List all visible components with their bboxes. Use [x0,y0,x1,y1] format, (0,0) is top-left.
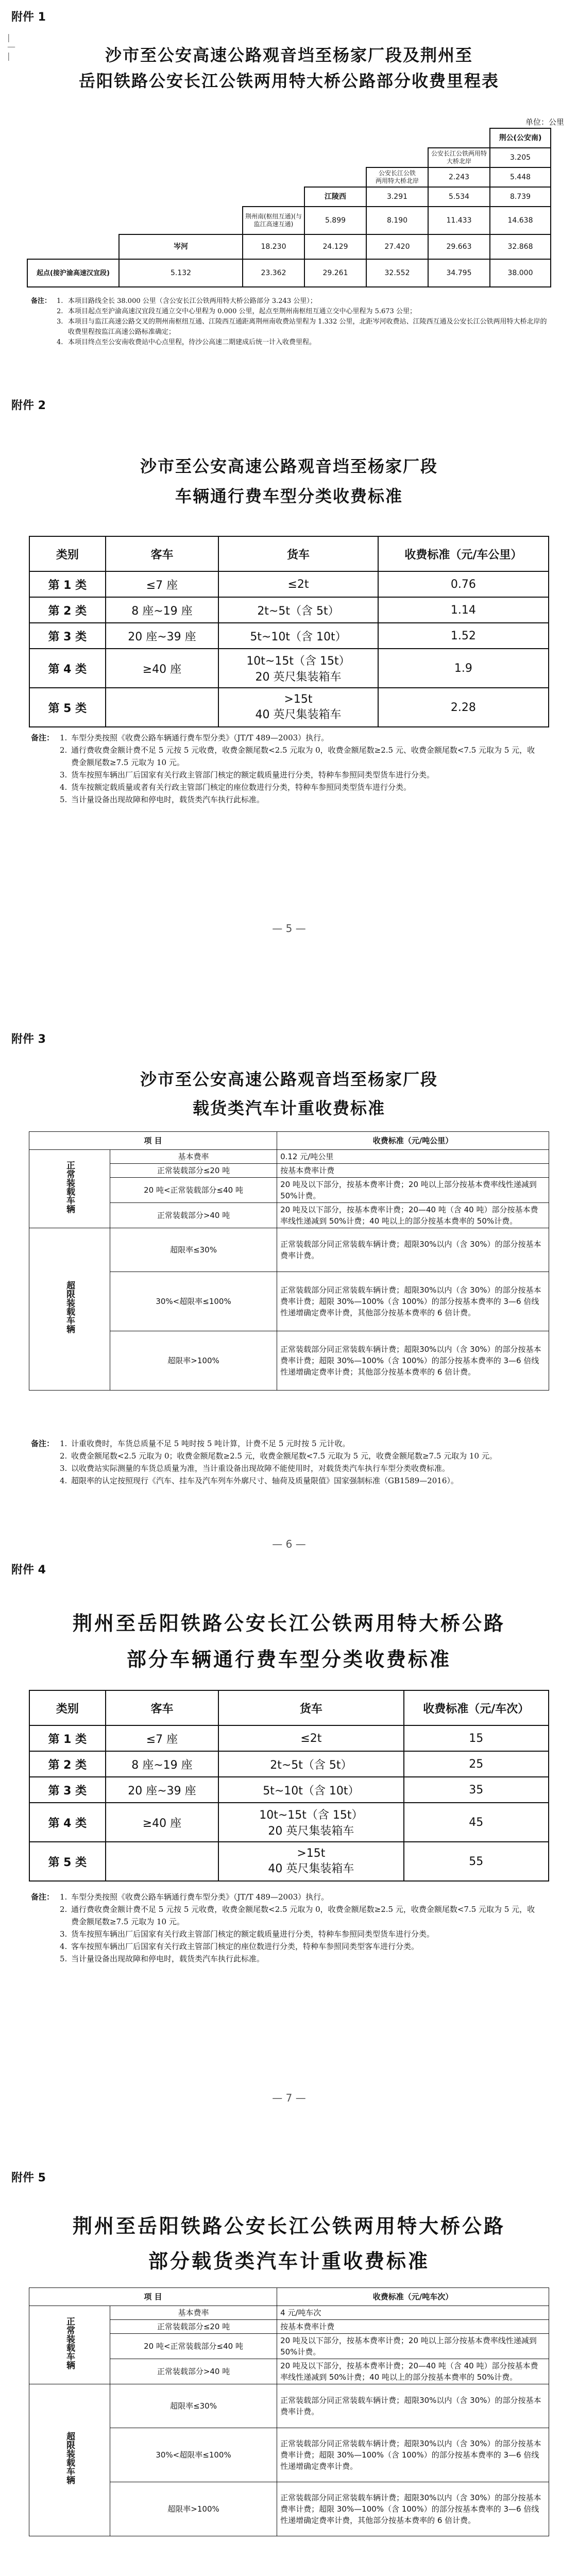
page-title-line2: 岳阳铁路公安长江公铁两用特大桥公路部分收费里程表 [78,71,499,91]
cell-item: 正常装载部分≤20 吨 [110,1164,277,1178]
distance-cell: 8.190 [366,206,429,235]
distance-cell: 8.739 [489,187,551,207]
note-item: 本项目终点至公安南收费站中心点里程，待沙公高速二期建成后统一计入收费里程。 [68,338,316,346]
cell-truck-line1: 10t~15t（含 15t） [259,1809,363,1822]
group-label: 超限装载车辆 [64,1281,75,1333]
cell-item: 超限率≤30% [110,2384,277,2428]
table-row [29,597,549,623]
cell-item: 30%<超限率≤100% [110,1272,277,1331]
cell-bus [106,1842,219,1881]
note-item: 客车按照车辆出厂后国家有关行政主管部门核定的座位数进行分类，特种车参照同类型客车进行分类。 [71,1942,419,1951]
cell-class: 第 2 类 [29,1751,106,1777]
notes-label: 备注： [31,1439,55,1448]
cell-class: 第 1 类 [29,1725,106,1751]
cell-bus: ≤7 座 [106,571,219,597]
cell-class: 第 5 类 [29,1842,106,1881]
notes-block: 备注： 1. 车型分类按照《收费公路车辆通行费车型分类》（JT/T 489—2003）执行。 2. 通行费收费金额计费不足 5 元按 5 元收费，收费金额尾数<2.5 元取为 0，收费金额尾数≥2.5 元，收费金额尾数<7.5 元取为 5 元，收费金额尾数≥7.5 元取为 10 元。 3. 货车按照车辆出厂后国家有关行政主管部门核定的额定载质量进行分类，特种车参照同类型货车进行分类。 4. 客车按照车辆出厂后国家有关行政主管部门核定的座位数进行分类，特种车参照同类型客车进行分类。 5. 当计量设备出现故障和停电时，载货类汽车执行此标准。 [31,1891,541,1965]
base-rate-label: 基本费率 [110,2306,277,2320]
unit-label: 单位：公里 [525,117,565,127]
col-header-fee: 收费标准（元/吨公里） [277,1132,549,1150]
cell-fee: 20 吨及以下部分，按基本费率计费；20 吨以上部分按基本费率线性递减到 50%计费。 [277,1178,549,1203]
group-overload [29,2384,110,2536]
group-label: 正常装载车辆 [64,1160,75,1213]
cell-class: 第 3 类 [29,623,106,649]
attachment-label: 附件 4 [11,1564,46,1577]
cell-truck-line2: 40 英尺集装箱车 [268,1862,354,1875]
table-row [29,1228,549,1272]
cell-fee: 正常装载部分同正常装载车辆计费；超限30%以内（含 30%）的部分按基本费率计费；超限 30%—100%（含 100%）的部分按基本费率的 3—6 倍线性递增确定费率计费，其他部分按基本费率的 6 倍计费。 [277,2482,549,2536]
cell-fee: 20 吨及以下部分，按基本费率计费；20 吨以上部分按基本费率线性递减到 50%计费。 [277,2334,549,2359]
vehicle-class-table [29,1690,549,1882]
cell-truck-line1: >15t [297,1847,326,1860]
cell-class: 第 2 类 [29,597,106,623]
attachment-label: 附件 5 [11,2172,46,2184]
cell-truck [218,649,378,688]
distance-cell: 5.534 [428,187,490,207]
note-item: 计重收费时，车货总质量不足 5 吨时按 5 吨计算，计费不足 5 元时按 5 元计收。 [71,1439,350,1448]
cell-fee: 正常装载部分同正常装载车辆计费；超限30%以内（含 30%）的部分按基本费率计费；超限 30%—100%（含 100%）的部分按基本费率的 3—6 倍线性递增确定费率计费；其他部分按基本费率的 6 倍计费。 [277,1331,549,1391]
distance-cell: 34.795 [428,259,490,287]
cell-fee: 正常装载部分同正常装载车辆计费；超限30%以内（含 30%）的部分按基本费率计费；超限 30%—100%（含 100%）的部分按基本费率的 3—6 倍线性递增确定费率计费。 [277,2428,549,2482]
weight-fee-table [29,1131,549,1391]
cell-bus: 8 座~19 座 [106,597,219,623]
cell-item: 正常装载部分>40 吨 [110,1203,277,1228]
cell-fee: 45 [404,1803,549,1842]
weight-fee-table [29,2287,549,2536]
page-title-line2: 载货类汽车计重收费标准 [192,1098,385,1118]
group-normal-load [29,2306,110,2384]
cell-truck [218,1803,403,1842]
col-header-fee: 收费标准（元/车公里） [378,536,549,571]
distance-cell: 23.362 [242,259,305,287]
distance-cell: 29.261 [304,259,367,287]
note-item: 以收费站实际测量的车货总质量为准，当计重设备出现故障不能使用时，对载货类汽车执行车型分类收费标准。 [71,1464,450,1473]
cell-fee: 25 [404,1751,549,1777]
cell-item: 20 吨<正常装载部分≤40 吨 [110,1178,277,1203]
notes-label: 备注： [31,297,52,305]
distance-cell: 3.205 [489,147,551,168]
cell-fee: 2.28 [378,688,549,727]
notes-label: 备注： [31,1892,55,1902]
section-attachment-5 [0,2169,578,2576]
col-header-fee: 收费标准（元/吨车次） [277,2288,549,2306]
cell-bus: ≤7 座 [106,1725,219,1751]
distance-cell: 38.000 [489,259,551,287]
table-row [29,1842,549,1881]
cell-truck-line1: >15t [284,693,313,706]
base-rate-value: 0.12 元/吨公里 [277,1150,549,1164]
cell-class: 第 3 类 [29,1777,106,1803]
cell-fee: 1.14 [378,597,549,623]
table-row [29,571,549,597]
cell-item: 超限率≤30% [110,1228,277,1272]
cell-fee: 按基本费率计费 [277,1164,549,1178]
binding-marks: | — | [7,32,15,61]
cell-bus: 8 座~19 座 [106,1751,219,1777]
cell-item: 超限率>100% [110,1331,277,1391]
cell-truck: ≤2t [218,1725,403,1751]
distance-cell: 14.638 [489,206,551,235]
page-title-line1: 荆州至岳阳铁路公安长江公铁两用特大桥公路 [72,1612,505,1635]
page-number: — 5 — [272,922,306,935]
cell-truck-line2: 40 英尺集装箱车 [255,708,342,721]
attachment-label: 附件 3 [11,1033,46,1046]
cell-truck: ≤2t [218,571,378,597]
distance-cell: 5.448 [489,167,551,188]
col-header-item: 项 目 [29,1132,277,1150]
cell-class: 第 1 类 [29,571,106,597]
cell-fee: 正常装载部分同正常装载车辆计费；超限30%以内（含 30%）的部分按基本费率计费。 [277,2384,549,2428]
cell-bus: 20 座~39 座 [106,623,219,649]
attachment-label: 附件 1 [11,11,46,24]
distance-cell: 24.129 [304,234,367,260]
cell-item: 超限率>100% [110,2482,277,2536]
note-item: 当计量设备出现故障和停电时，载货类汽车执行此标准。 [71,1954,265,1963]
col-header-truck: 货车 [218,1690,403,1725]
station-jiangxi: 江陵西 [304,187,367,207]
col-header-bus: 客车 [106,536,219,571]
note-item: 货车按照车辆出厂后国家有关行政主管部门核定的额定载质量进行分类，特种车参照同类型货车进行分类。 [71,770,435,779]
page-title-line1: 沙市至公安高速公路观音垱至杨家厂段 [140,1070,438,1089]
cell-item: 正常装载部分>40 吨 [110,2359,277,2384]
station-dougang: 岑河 [118,234,243,260]
cell-item: 20 吨<正常装载部分≤40 吨 [110,2334,277,2359]
col-header-item: 项 目 [29,2288,277,2306]
table-row [29,2384,549,2428]
note-item: 车型分类按照《收费公路车辆通行费车型分类》（JT/T 489—2003）执行。 [71,1892,329,1902]
table-row [29,623,549,649]
cell-truck-line1: 10t~15t（含 15t） [246,655,350,668]
attachment-label: 附件 2 [11,399,46,412]
page-title-line2: 部分车辆通行费车型分类收费标准 [126,1648,451,1671]
section-attachment-3 [0,1030,578,1556]
cell-item: 30%<超限率≤100% [110,2428,277,2482]
distance-cell: 27.420 [366,234,429,260]
cell-fee: 1.9 [378,649,549,688]
distance-cell: 3.291 [366,187,429,207]
table-row [29,1751,549,1777]
station-bridge: 公安长江公铁两用特大桥北岸 [428,147,490,168]
distance-cell: 29.663 [428,234,490,260]
cell-truck: 2t~5t（含 5t） [218,597,378,623]
notes-block: 备注： 1. 车型分类按照《收费公路车辆通行费车型分类》（JT/T 489—2003）执行。 2. 通行费收费金额计费不足 5 元按 5 元收费，收费金额尾数<2.5 元取为 0，收费金额尾数≥2.5 元、收费金额尾数<7.5 元取为 5 元，收费金额尾数≥7.5 元取为 10 元。 3. 货车按照车辆出厂后国家有关行政主管部门核定的额定载质量进行分类，特种车参照同类型货车进行分类。 4. 货车按额定载质量或者有关行政主管部门核定的座位数进行分类，特种车参照同类型货车进行分类。 5. 当计量设备出现故障和停电时，载货类汽车执行此标准。 [31,732,541,806]
vehicle-class-table [29,536,549,727]
distance-cell: 5.132 [118,259,243,287]
distance-cell: 32.552 [366,259,429,287]
cell-bus: ≥40 座 [106,1803,219,1842]
group-normal-load [29,1150,110,1228]
col-header-class: 类别 [29,1690,106,1725]
cell-fee: 15 [404,1725,549,1751]
section-attachment-2 [0,397,578,1015]
table-row [29,1803,549,1842]
section-attachment-4 [0,1561,578,2169]
group-label: 超限装载车辆 [64,2432,75,2484]
cell-bus: 20 座~39 座 [106,1777,219,1803]
cell-fee: 20 吨及以下部分，按基本费率计费；20—40 吨（含 40 吨）部分按基本费率线性递减到 50%计费；40 吨以上的部分按基本费率的 50%计费。 [277,1203,549,1228]
cell-fee: 正常装载部分同正常装载车辆计费；超限30%以内（含 30%）的部分按基本费率计费。 [277,1228,549,1272]
cell-fee: 0.76 [378,571,549,597]
table-row [29,688,549,727]
cell-truck-line2: 20 英尺集装箱车 [268,1825,354,1838]
cell-class: 第 4 类 [29,649,106,688]
station-gongan: 荆公(公安南) [489,128,551,148]
table-row [29,1777,549,1803]
cell-truck-line2: 20 英尺集装箱车 [255,671,342,684]
note-item: 货车按照车辆出厂后国家有关行政主管部门核定的额定载质量进行分类，特种车参照同类型货车进行分类。 [71,1929,435,1939]
cell-truck [218,688,378,727]
col-header-bus: 客车 [106,1690,219,1725]
note-item: 通行费收费金额计费不足 5 元按 5 元收费，收费金额尾数<2.5 元取为 0，收费金额尾数≥2.5 元、收费金额尾数<7.5 元取为 5 元，收费金额尾数≥7.5 元取为 10 元。 [71,745,535,767]
cell-truck: 2t~5t（含 5t） [218,1751,403,1777]
note-item: 本项目路线全长 38.000 公里（含公安长江公铁两用特大桥公路部分 3.243 公里）； [68,297,317,305]
page-number: — 6 — [272,1538,306,1550]
table-row [29,649,549,688]
cell-truck: 5t~10t（含 10t） [218,1777,403,1803]
cell-truck [218,1842,403,1881]
cell-fee: 按基本费率计费 [277,2320,549,2334]
col-header-truck: 货车 [218,536,378,571]
note-item: 车型分类按照《收费公路车辆通行费车型分类》（JT/T 489—2003）执行。 [71,733,329,742]
cell-truck: 5t~10t（含 10t） [218,623,378,649]
cell-fee: 35 [404,1777,549,1803]
cell-item: 正常装载部分≤20 吨 [110,2320,277,2334]
note-item: 本项目与监江高速公路交叉的荆州南枢纽互通、江陵西互通距离荆州南收费站里程为 1.332 公里，北距岑河收费站、江陵西互通及公安长江公铁两用特大桥北岸的收费里程按监江高速公路标准确定； [68,318,547,336]
table-row [29,1725,549,1751]
col-header-fee: 收费标准（元/车次） [404,1690,549,1725]
page-title-line1: 荆州至岳阳铁路公安长江公铁两用特大桥公路 [72,2215,505,2238]
note-item: 通行费收费金额计费不足 5 元按 5 元收费，收费金额尾数<2.5 元取为 0，收费金额尾数≥2.5 元，收费金额尾数<7.5 元取为 5 元，收费金额尾数≥7.5 元取为 10 元。 [71,1905,535,1926]
cell-bus [106,688,219,727]
page-title-line1: 沙市至公安高速公路观音垱至杨家厂段及荆州至 [105,45,473,65]
note-item: 收费金额尾数<2.5 元取为 0；收费金额尾数≥2.5 元，收费金额尾数<7.5 元取为 5 元，收费金额尾数≥7.5 元取为 10 元。 [71,1451,497,1461]
page-title-line2: 部分载货类汽车计重收费标准 [148,2250,430,2273]
cell-class: 第 4 类 [29,1803,106,1842]
cell-fee: 55 [404,1842,549,1881]
notes-label: 备注： [31,733,55,742]
cell-bus: ≥40 座 [106,649,219,688]
note-item: 本项目起点至沪渝高速汉宜段互通立交中心里程为 0.000 公里，起点至荆州南枢纽互通立交中心里程为 5.673 公里； [68,308,416,315]
group-label: 正常装载车辆 [64,2316,75,2369]
station-jiangxi-top: 公安长江公铁 两用特大桥北岸 [366,167,429,188]
notes-block: 备注： 1. 本项目路线全长 38.000 公里（含公安长江公铁两用特大桥公路部分 3.243 公里）； 2. 本项目起点至沪渝高速汉宜段互通立交中心里程为 0.000 公里，起点至荆州南枢纽互通立交中心里程为 5.673 公里； 3. 本项目与监江高速公路交叉的荆州南枢纽互通、江陵西互通距离荆州南收费站里程为 1.332 公里，北距岑河收费站、江陵西互通及公安长江公铁两用特大桥北岸的收费里程按监江高速公路标准确定； 4. 本项目终点至公安南收费站中心点里程，待沙公高速二期建成后统一计入收费里程。 [31,296,551,348]
base-rate-value: 4 元/吨车次 [277,2306,549,2320]
distance-cell: 2.243 [428,167,490,188]
base-rate-label: 基本费率 [110,1150,277,1164]
distance-cell: 11.433 [428,206,490,235]
cell-class: 第 5 类 [29,688,106,727]
cell-fee: 正常装载部分同正常装载车辆计费；超限30%以内（含 30%）的部分按基本费率计费；超限 30%—100%（含 100%）的部分按基本费率的 3—6 倍线性递增确定费率计费，其他部分按基本费率的 6 倍计费。 [277,1272,549,1331]
group-overload [29,1228,110,1391]
note-item: 货车按额定载质量或者有关行政主管部门核定的座位数进行分类，特种车参照同类型货车进行分类。 [71,783,412,792]
section-attachment-1 [0,0,578,392]
page-title-line2: 车辆通行费车型分类收费标准 [175,486,403,506]
distance-cell: 32.868 [489,234,551,260]
note-item: 超限率的认定按照现行《汽车、挂车及汽车列车外廓尺寸、轴荷及质量限值》国家强制标准（GB1589—2016）。 [71,1476,458,1485]
col-header-class: 类别 [29,536,106,571]
distance-cell: 5.899 [304,206,367,235]
station-jingzhou-south: 荆州南(枢纽互通)(与监江高速互通) [242,206,305,235]
cell-fee: 20 吨及以下部分，按基本费率计费；20—40 吨（含 40 吨）部分按基本费率线性递减到 50%计费；40 吨以上的部分按基本费率的 50%计费。 [277,2359,549,2384]
station-start: 起点(接沪渝高速汉宜段) [27,259,120,287]
page-number: — 7 — [272,2092,306,2104]
distance-cell: 18.230 [242,234,305,260]
cell-fee: 1.52 [378,623,549,649]
notes-block: 备注： 1. 计重收费时，车货总质量不足 5 吨时按 5 吨计算，计费不足 5 元时按 5 元计收。 2. 收费金额尾数<2.5 元取为 0；收费金额尾数≥2.5 元，收费金额尾数<7.5 元取为 5 元，收费金额尾数≥7.5 元取为 10 元。 3. 以收费站实际测量的车货总质量为准，当计重设备出现故障不能使用时，对载货类汽车执行车型分类收费标准。 4. 超限率的认定按照现行《汽车、挂车及汽车列车外廓尺寸、轴荷及质量限值》国家强制标准（GB1589—2016）。 [31,1437,541,1487]
note-item: 当计量设备出现故障和停电时，载货类汽车执行此标准。 [71,795,265,804]
page-title-line1: 沙市至公安高速公路观音垱至杨家厂段 [140,456,438,476]
